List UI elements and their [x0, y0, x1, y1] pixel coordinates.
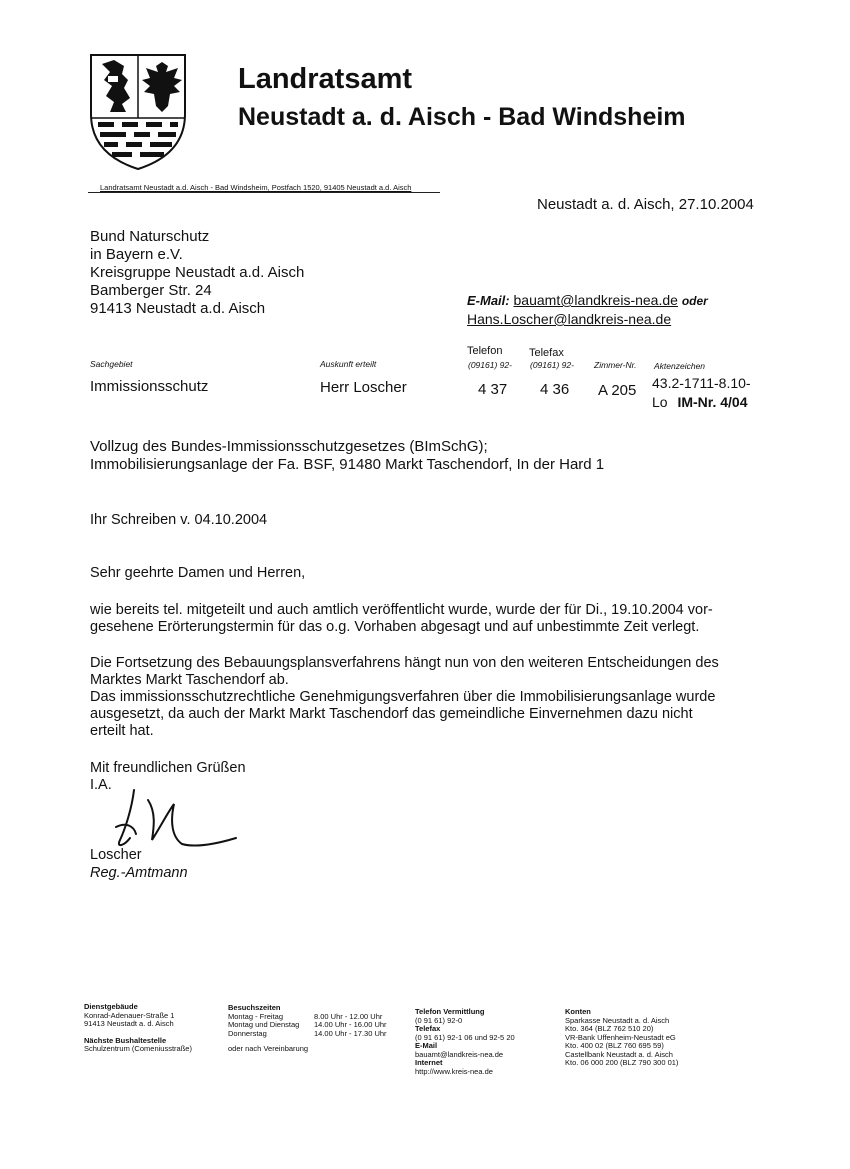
footer-col-accounts	[565, 1008, 678, 1068]
signer-name: Loscher	[90, 847, 142, 863]
header-aktenzeichen: Aktenzeichen	[654, 361, 706, 371]
footer-line: Kto. 400 02 (BLZ 760 695 59)	[565, 1041, 664, 1050]
footer-heading: Nächste Bushaltestelle	[84, 1035, 167, 1045]
closing-greeting: Mit freundlichen Grüßen	[90, 760, 246, 776]
footer-email-link[interactable]: bauamt@landkreis-nea.de	[415, 1049, 504, 1059]
footer-col-address	[84, 1003, 192, 1054]
row-zimmer: A 205	[598, 382, 637, 399]
body-paragraph-2	[90, 655, 719, 740]
header-zimmer: Zimmer-Nr.	[594, 360, 637, 370]
footer-line: (0 91 61) 92-1 06 und 92-5 20	[415, 1032, 515, 1042]
footer-line: 91413 Neustadt a. d. Aisch	[84, 1019, 174, 1028]
header-telefax: Telefax	[529, 347, 564, 359]
salutation: Sehr geehrte Damen und Herren,	[90, 565, 306, 581]
email-block	[467, 291, 708, 328]
body-paragraph-1	[90, 602, 713, 636]
sender-return-address: Landratsamt Neustadt a.d. Aisch - Bad Windsheim, Postfach 1520, 91405 Neustadt a.d. Aisch	[100, 183, 412, 192]
header-auskunft: Auskunft erteilt	[320, 359, 377, 369]
email-link-bauamt[interactable]: bauamt@landkreis-nea.de	[513, 292, 678, 308]
footer-heading: Internet	[415, 1058, 443, 1067]
row-sachgebiet: Immissionsschutz	[90, 378, 209, 395]
footer-col-hours	[228, 1004, 387, 1054]
email-link-loscher[interactable]: Hans.Loscher@landkreis-nea.de	[467, 311, 672, 327]
body-line: gesehene Erörterungstermin für das o.g. Vorhaben abgesagt und auf unbestimmte Zeit verlegt.	[90, 619, 700, 635]
recipient-line: Kreisgruppe Neustadt a.d. Aisch	[90, 264, 305, 281]
reference: Ihr Schreiben v. 04.10.2004	[90, 512, 268, 528]
footer-line: (0 91 61) 92-0	[415, 1015, 463, 1025]
recipient-line: 91413 Neustadt a.d. Aisch	[90, 300, 266, 317]
footer-line: Montag und Dienstag	[228, 1020, 300, 1029]
recipient-line: in Bayern e.V.	[90, 246, 183, 263]
letter-date: Neustadt a. d. Aisch, 27.10.2004	[537, 196, 754, 213]
handwritten-signature	[96, 782, 246, 857]
row-auskunft: Herr Loscher	[320, 379, 407, 396]
footer-line: VR-Bank Uffenheim-Neustadt eG	[565, 1032, 676, 1042]
body-line: Das immissionsschutzrechtliche Genehmigungsverfahren über die Immobilisierungsanlage wurde	[90, 689, 716, 705]
email-label: E-Mail:	[467, 293, 510, 308]
authority-title: Landratsamt	[238, 63, 413, 95]
row-telefax: 4 36	[540, 381, 570, 398]
recipient-line: Bamberger Str. 24	[90, 282, 212, 299]
subject-line: Immobilisierungsanlage der Fa. BSF, 91480 Markt Taschendorf, In der Hard 1	[90, 456, 605, 473]
footer-heading: Dienstgebäude	[84, 1002, 138, 1011]
header-telefon-prefix: (09161) 92-	[468, 360, 512, 370]
recipient-line: Bund Naturschutz	[90, 228, 210, 245]
footer-heading: E-Mail	[415, 1041, 438, 1050]
footer-heading: Telefax	[415, 1024, 441, 1033]
footer-line: Kto. 364 (BLZ 762 510 20)	[565, 1024, 654, 1033]
footer-line: Sparkasse Neustadt a. d. Aisch	[565, 1015, 670, 1025]
footer-line: Kto. 06 000 200 (BLZ 790 300 01)	[565, 1058, 679, 1067]
email-or: oder	[681, 294, 708, 308]
closing-ia: I.A.	[90, 777, 112, 793]
footer-line: Montag - Freitag	[228, 1011, 284, 1021]
footer-line: Castellbank Neustadt a. d. Aisch	[565, 1049, 673, 1059]
footer-heading: Telefon Vermittlung	[415, 1007, 485, 1016]
row-aktenzeichen-2	[652, 394, 748, 410]
signer-title: Reg.-Amtmann	[90, 865, 188, 881]
header-sachgebiet: Sachgebiet	[90, 359, 133, 369]
aktenzeichen-initials: Lo	[652, 394, 668, 410]
recipient-address	[90, 228, 304, 318]
coat-of-arms-logo	[88, 52, 188, 172]
row-aktenzeichen-1: 43.2-1711-8.10-	[652, 375, 751, 391]
footer-line: oder nach Vereinbarung	[228, 1044, 309, 1053]
header-telefon: Telefon	[467, 345, 503, 357]
footer-line: Konrad-Adenauer-Straße 1	[84, 1010, 175, 1020]
footer-line: 14.00 Uhr - 16.00 Uhr	[314, 1020, 387, 1029]
header-telefax-prefix: (09161) 92-	[530, 360, 574, 370]
subject	[90, 438, 604, 474]
footer-heading: Konten	[565, 1007, 591, 1016]
body-line: wie bereits tel. mitgeteilt und auch amtlich veröffentlicht wurde, wurde der für Di., 19.10.2004 vor-	[90, 602, 713, 618]
authority-subtitle: Neustadt a. d. Aisch - Bad Windsheim	[238, 103, 686, 131]
body-line: erteilt hat.	[90, 723, 154, 739]
body-line: Die Fortsetzung des Bebauungsplansverfahrens hängt nun von den weiteren Entscheidungen des	[90, 655, 719, 671]
subject-line: Vollzug des Bundes-Immissionsschutzgesetzes (BImSchG);	[90, 438, 488, 455]
sender-divider	[88, 192, 440, 193]
footer-line: 14.00 Uhr - 17.30 Uhr	[314, 1028, 387, 1038]
footer-website-link[interactable]: http://www.kreis-nea.de	[415, 1066, 493, 1076]
body-line: Marktes Markt Taschendorf ab.	[90, 672, 289, 688]
footer-col-contact	[415, 1008, 515, 1076]
footer-line: Donnerstag	[228, 1028, 267, 1038]
row-telefon: 4 37	[478, 381, 508, 398]
aktenzeichen-im-nr: IM-Nr. 4/04	[677, 394, 748, 410]
footer-line: 8.00 Uhr - 12.00 Uhr	[314, 1011, 383, 1021]
footer-heading: Besuchszeiten	[228, 1003, 281, 1012]
body-line: ausgesetzt, da auch der Markt Markt Taschendorf das gemeindliche Einvernehmen dazu nicht	[90, 706, 693, 722]
footer-line: Schulzentrum (Comeniusstraße)	[84, 1044, 192, 1053]
